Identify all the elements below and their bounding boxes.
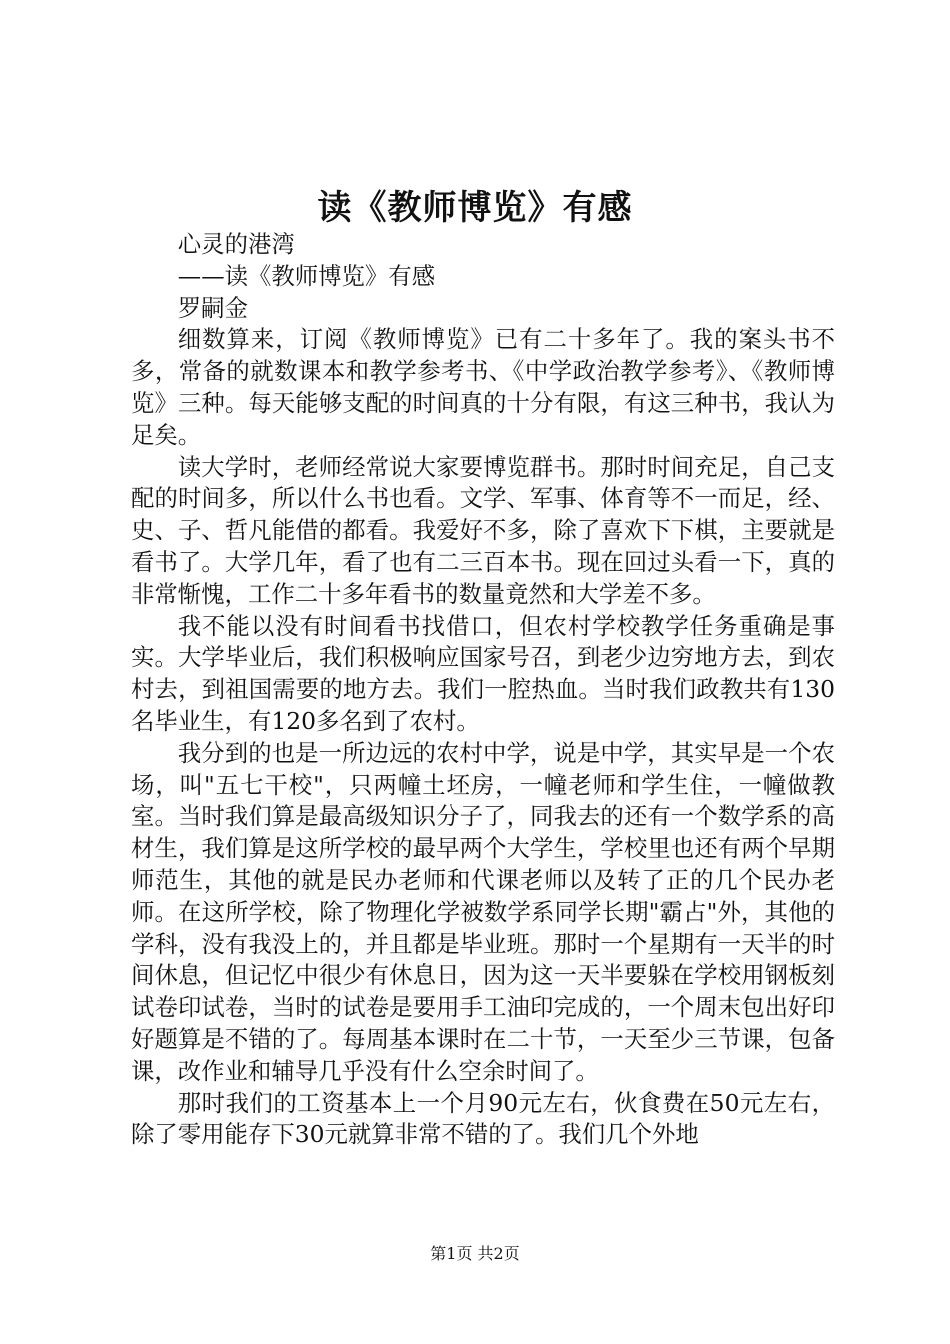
paragraph: 细数算来，订阅《教师博览》已有二十多年了。我的案头书不多，常备的就数课本和教学参考书、《中学政治教学参考》、《教师博览》三种。每天能够支配的时间真的十分有限，有这三种书，我认为足矣。	[131, 325, 835, 449]
subtitle-line: ——读《教师博览》有感	[177, 261, 436, 290]
paragraph: 我不能以没有时间看书找借口，但农村学校教学任务重确是事实。大学毕业后，我们积极响应国家号召，到老少边穷地方去，到农村去，到祖国需要的地方去。我们一腔热血。当时我们政教共有130名毕业生，有120多名到了农村。	[131, 611, 835, 735]
paragraph: 读大学时，老师经常说大家要博览群书。那时时间充足，自己支配的时间多，所以什么书也看。文学、军事、体育等不一而足，经、史、子、哲凡能借的都看。我爱好不多，除了喜欢下下棋，主要就是看书了。大学几年，看了也有二三百本书。现在回过头看一下，真的非常惭愧，工作二十多年看书的数量竟然和大学差不多。	[131, 452, 835, 608]
document-title: 读《教师博览》有感	[317, 188, 633, 228]
paragraph: 我分到的也是一所边远的农村中学，说是中学，其实早是一个农场，叫"五七干校"，只两幢土坯房，一幢老师和学生住，一幢做教室。当时我们算是最高级知识分子了，同我去的还有一个数学系的高材生，我们算是这所学校的最早两个大学生，学校里也还有两个早期师范生，其他的就是民办老师和代课老师以及转了正的几个民办老师。在这所学校，除了物理化学被数学系同学长期"霸占"外，其他的学科，没有我没上的，并且都是毕业班。那时一个星期有一天半的时间休息，但记忆中很少有休息日，因为这一天半要躲在学校用钢板刻试卷印试卷，当时的试卷是要用手工油印完成的，一个周末包出好印好题算是不错的了。每周基本课时在二十节，一天至少三节课，包备课，改作业和辅导几乎没有什么空余时间了。	[131, 738, 835, 1085]
subtitle-line: 心灵的港湾	[177, 230, 295, 258]
page-footer: 第1页 共2页	[430, 1244, 520, 1263]
paragraph: 那时我们的工资基本上一个月90元左右，伙食费在50元左右，除了零用能存下30元就算非常不错的了。我们几个外地	[131, 1088, 835, 1149]
author-line: 罗嗣金	[177, 293, 248, 322]
document-body	[131, 229, 835, 1151]
